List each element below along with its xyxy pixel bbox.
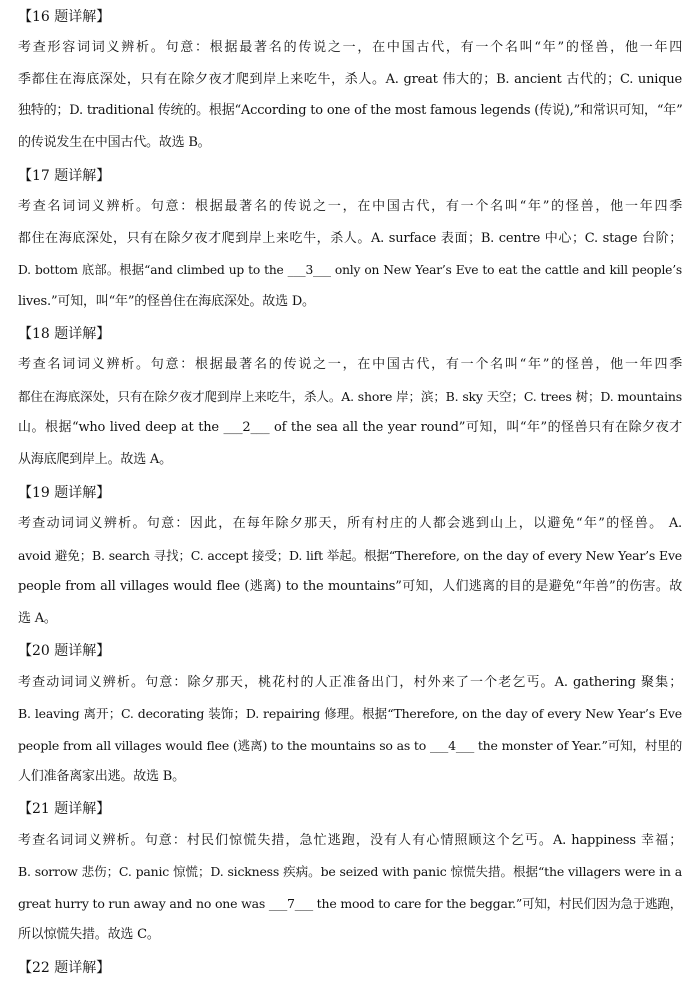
- text-line: 考查名词词义辨析。句意：根据最著名的传说之一，在中国古代，有一个名叫“年”的怪兽，他一年四季: [18, 357, 682, 372]
- text-line: 选 A。: [18, 611, 57, 626]
- text-line: great hurry to run away and no one was ___7___ the mood to care for the beggar.”可知，村民们因为急于逃跑，: [18, 896, 682, 911]
- text-line: 人们准备离家出逃。故选 B。: [18, 769, 185, 784]
- text-line: 所以惊慌失措。故选 C。: [18, 927, 160, 942]
- text-line: 考查动词词义辨析。句意：除夕那天，桃花村的人正准备出门，村外来了一个老乞丐。A. gathering 聚集；: [18, 675, 682, 690]
- section-heading: 【20 题详解】: [18, 643, 111, 659]
- text-line: lives.”可知，叫“年”的怪兽住在海底深处。故选 D。: [18, 294, 315, 309]
- text-line: 考查名词词义辨析。句意：村民们惊慌失措，急忙逃跑，没有人有心情照顾这个乞丐。A. happiness 幸福；: [18, 833, 682, 848]
- text-line: 都住在海底深处，只有在除夕夜才爬到岸上来吃牛，杀人。A. shore 岸；滨；B. sky 天空；C. trees 树；D. mountains: [18, 389, 682, 404]
- section-heading: 【18 题详解】: [18, 326, 111, 342]
- text-line: 考查形容词词义辨析。句意：根据最著名的传说之一，在中国古代，有一个名叫“年”的怪兽，他一年四: [18, 40, 682, 55]
- text-line: 都住在海底深处，只有在除夕夜才爬到岸上来吃牛，杀人。A. surface 表面；B. centre 中心；C. stage 台阶；: [18, 231, 682, 246]
- text-line: 季都住在海底深处，只有在除夕夜才爬到岸上来吃牛，杀人。A. great 伟大的；B. ancient 古代的；C. unique: [18, 72, 682, 87]
- section-heading: 【19 题详解】: [18, 485, 111, 501]
- text-line: people from all villages would flee (逃离) to the mountains”可知，人们逃离的目的是避免“年兽”的伤害。故: [18, 579, 682, 594]
- section-heading: 【16 题详解】: [18, 9, 111, 25]
- section-heading: 【21 题详解】: [18, 801, 111, 817]
- text-line: B. sorrow 悲伤；C. panic 惊慌；D. sickness 疾病。be seized with panic 惊慌失措。根据“the villagers were in a: [18, 864, 682, 879]
- text-line: B. leaving 离开；C. decorating 装饰；D. repairing 修理。根据“Therefore, on the day of every New Year’s Eve: [18, 706, 682, 721]
- text-line: avoid 避免；B. search 寻找；C. accept 接受；D. lift 举起。根据“Therefore, on the day of every New Year’s Eve: [18, 548, 682, 563]
- text-line: D. bottom 底部。根据“and climbed up to the ___3___ only on New Year’s Eve to eat the cattle and kill people’s: [18, 263, 682, 277]
- section-heading: 【17 题详解】: [18, 168, 111, 184]
- text-line: 独特的；D. traditional 传统的。根据“According to one of the most famous legends (传说),”和常识可知，“年”: [18, 103, 683, 118]
- text-line: 山。根据“who lived deep at the ___2___ of the sea all the year round”可知，叫“年”的怪兽只有在除夕夜才: [18, 420, 682, 435]
- text-line: people from all villages would flee (逃离) to the mountains so as to ___4___ the monster of Year.”可知，村里的: [18, 738, 682, 753]
- text-line: 从海底爬到岸上。故选 A。: [18, 452, 172, 467]
- text-line: 的传说发生在中国古代。故选 B。: [18, 135, 211, 150]
- text-line: 考查动词词义辨析。句意：因此，在每年除夕那天，所有村庄的人都会逃到山上，以避免“年”的怪兽。 A.: [18, 516, 682, 531]
- section-heading: 【22 题详解】: [18, 960, 111, 976]
- text-line: 考查名词词义辨析。句意：根据最著名的传说之一，在中国古代，有一个名叫“年”的怪兽，他一年四季: [18, 199, 682, 214]
